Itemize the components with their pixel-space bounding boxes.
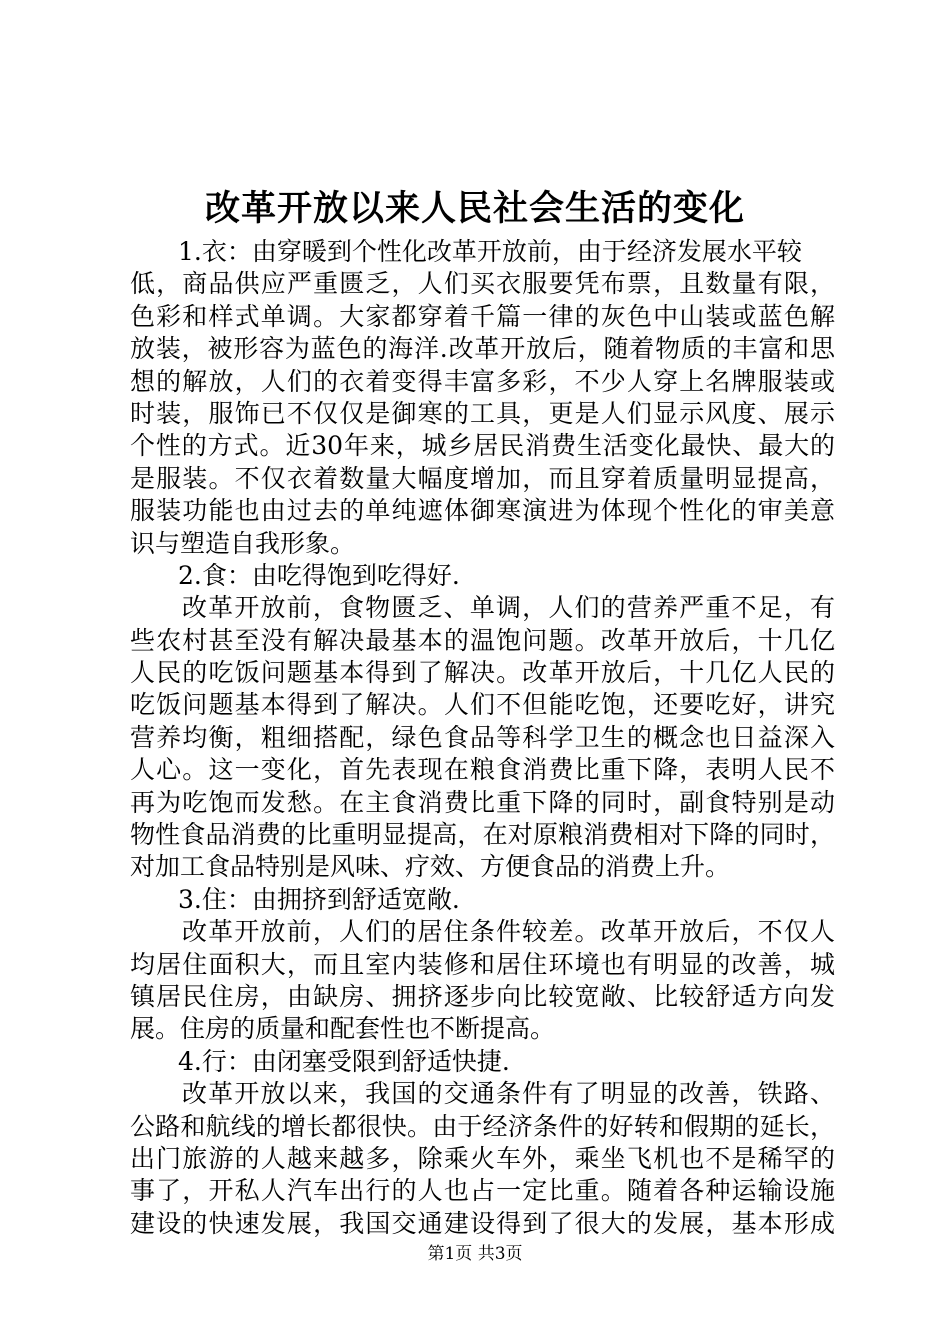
text-line: 改革开放以来，我国的交通条件有了明显的改善，铁路、: [182, 1079, 835, 1109]
text-line: 物性食品消费的比重明显提高，在对原粮消费相对下降的同时，: [130, 820, 835, 850]
text-line: 吃饭问题基本得到了解决。人们不但能吃饱，还要吃好，讲究: [130, 690, 835, 720]
section-heading-transport: 4.行：由闭塞受限到舒适快捷.: [178, 1046, 510, 1076]
text-line: 些农村甚至没有解决最基本的温饱问题。改革开放后，十几亿: [130, 625, 835, 655]
text-line: 服装功能也由过去的单纯遮体御寒演进为体现个性化的审美意: [130, 496, 835, 526]
page-footer: 第1页 共3页: [427, 1244, 523, 1264]
section-heading-housing: 3.住：由拥挤到舒适宽敞.: [178, 884, 460, 914]
text-line: 人民的吃饭问题基本得到了解决。改革开放后，十几亿人民的: [130, 658, 835, 688]
text-line: 个性的方式。近30年来，城乡居民消费生活变化最快、最大的: [130, 431, 835, 461]
document-body: [130, 236, 835, 1240]
text-line: 改革开放前，人们的居住条件较差。改革开放后，不仅人: [182, 917, 835, 947]
text-line: 公路和航线的增长都很快。由于经济条件的好转和假期的延长，: [130, 1111, 835, 1141]
text-line: 放装，被形容为蓝色的海洋.改革开放后，随着物质的丰富和思: [130, 334, 835, 364]
text-line: 营养均衡，粗细搭配，绿色食品等科学卫生的概念也日益深入: [130, 722, 835, 752]
text-line: 低，商品供应严重匮乏，人们买衣服要凭布票，且数量有限，: [130, 269, 835, 299]
text-line: 展。住房的质量和配套性也不断提高。: [130, 1014, 556, 1044]
text-line: 改革开放前，食物匮乏、单调，人们的营养严重不足，有: [182, 593, 835, 623]
text-line: 再为吃饱而发愁。在主食消费比重下降的同时，副食特别是动: [130, 787, 835, 817]
text-line: 对加工食品特别是风味、疗效、方便食品的消费上升。: [130, 852, 731, 882]
text-line: 建设的快速发展，我国交通建设得到了很大的发展，基本形成: [130, 1208, 835, 1238]
text-line: 出门旅游的人越来越多，除乘火车外，乘坐飞机也不是稀罕的: [130, 1143, 835, 1173]
text-line: 均居住面积大，而且室内装修和居住环境也有明显的改善，城: [130, 949, 835, 979]
text-line: 镇居民住房，由缺房、拥挤逐步向比较宽敞、比较舒适方向发: [130, 981, 835, 1011]
text-line: 是服装。不仅衣着数量大幅度增加，而且穿着质量明显提高，: [130, 463, 835, 493]
text-line: 事了，开私人汽车出行的人也占一定比重。随着各种运输设施: [130, 1176, 835, 1206]
text-line: 识与塑造自我形象。: [130, 528, 356, 558]
text-line: 时装，服饰已不仅仅是御寒的工具，更是人们显示风度、展示: [130, 398, 835, 428]
section-heading-clothing: 1.衣：由穿暖到个性化改革开放前，由于经济发展水平较: [178, 237, 802, 266]
text-line: 人心。这一变化，首先表现在粮食消费比重下降，表明人民不: [130, 755, 835, 785]
text-line: 想的解放，人们的衣着变得丰富多彩，不少人穿上名牌服装或: [130, 366, 835, 396]
section-heading-food: 2.食：由吃得饱到吃得好.: [178, 560, 460, 590]
document-title: 改革开放以来人民社会生活的变化: [204, 188, 745, 229]
text-line: 色彩和样式单调。大家都穿着千篇一律的灰色中山装或蓝色解: [130, 301, 835, 331]
